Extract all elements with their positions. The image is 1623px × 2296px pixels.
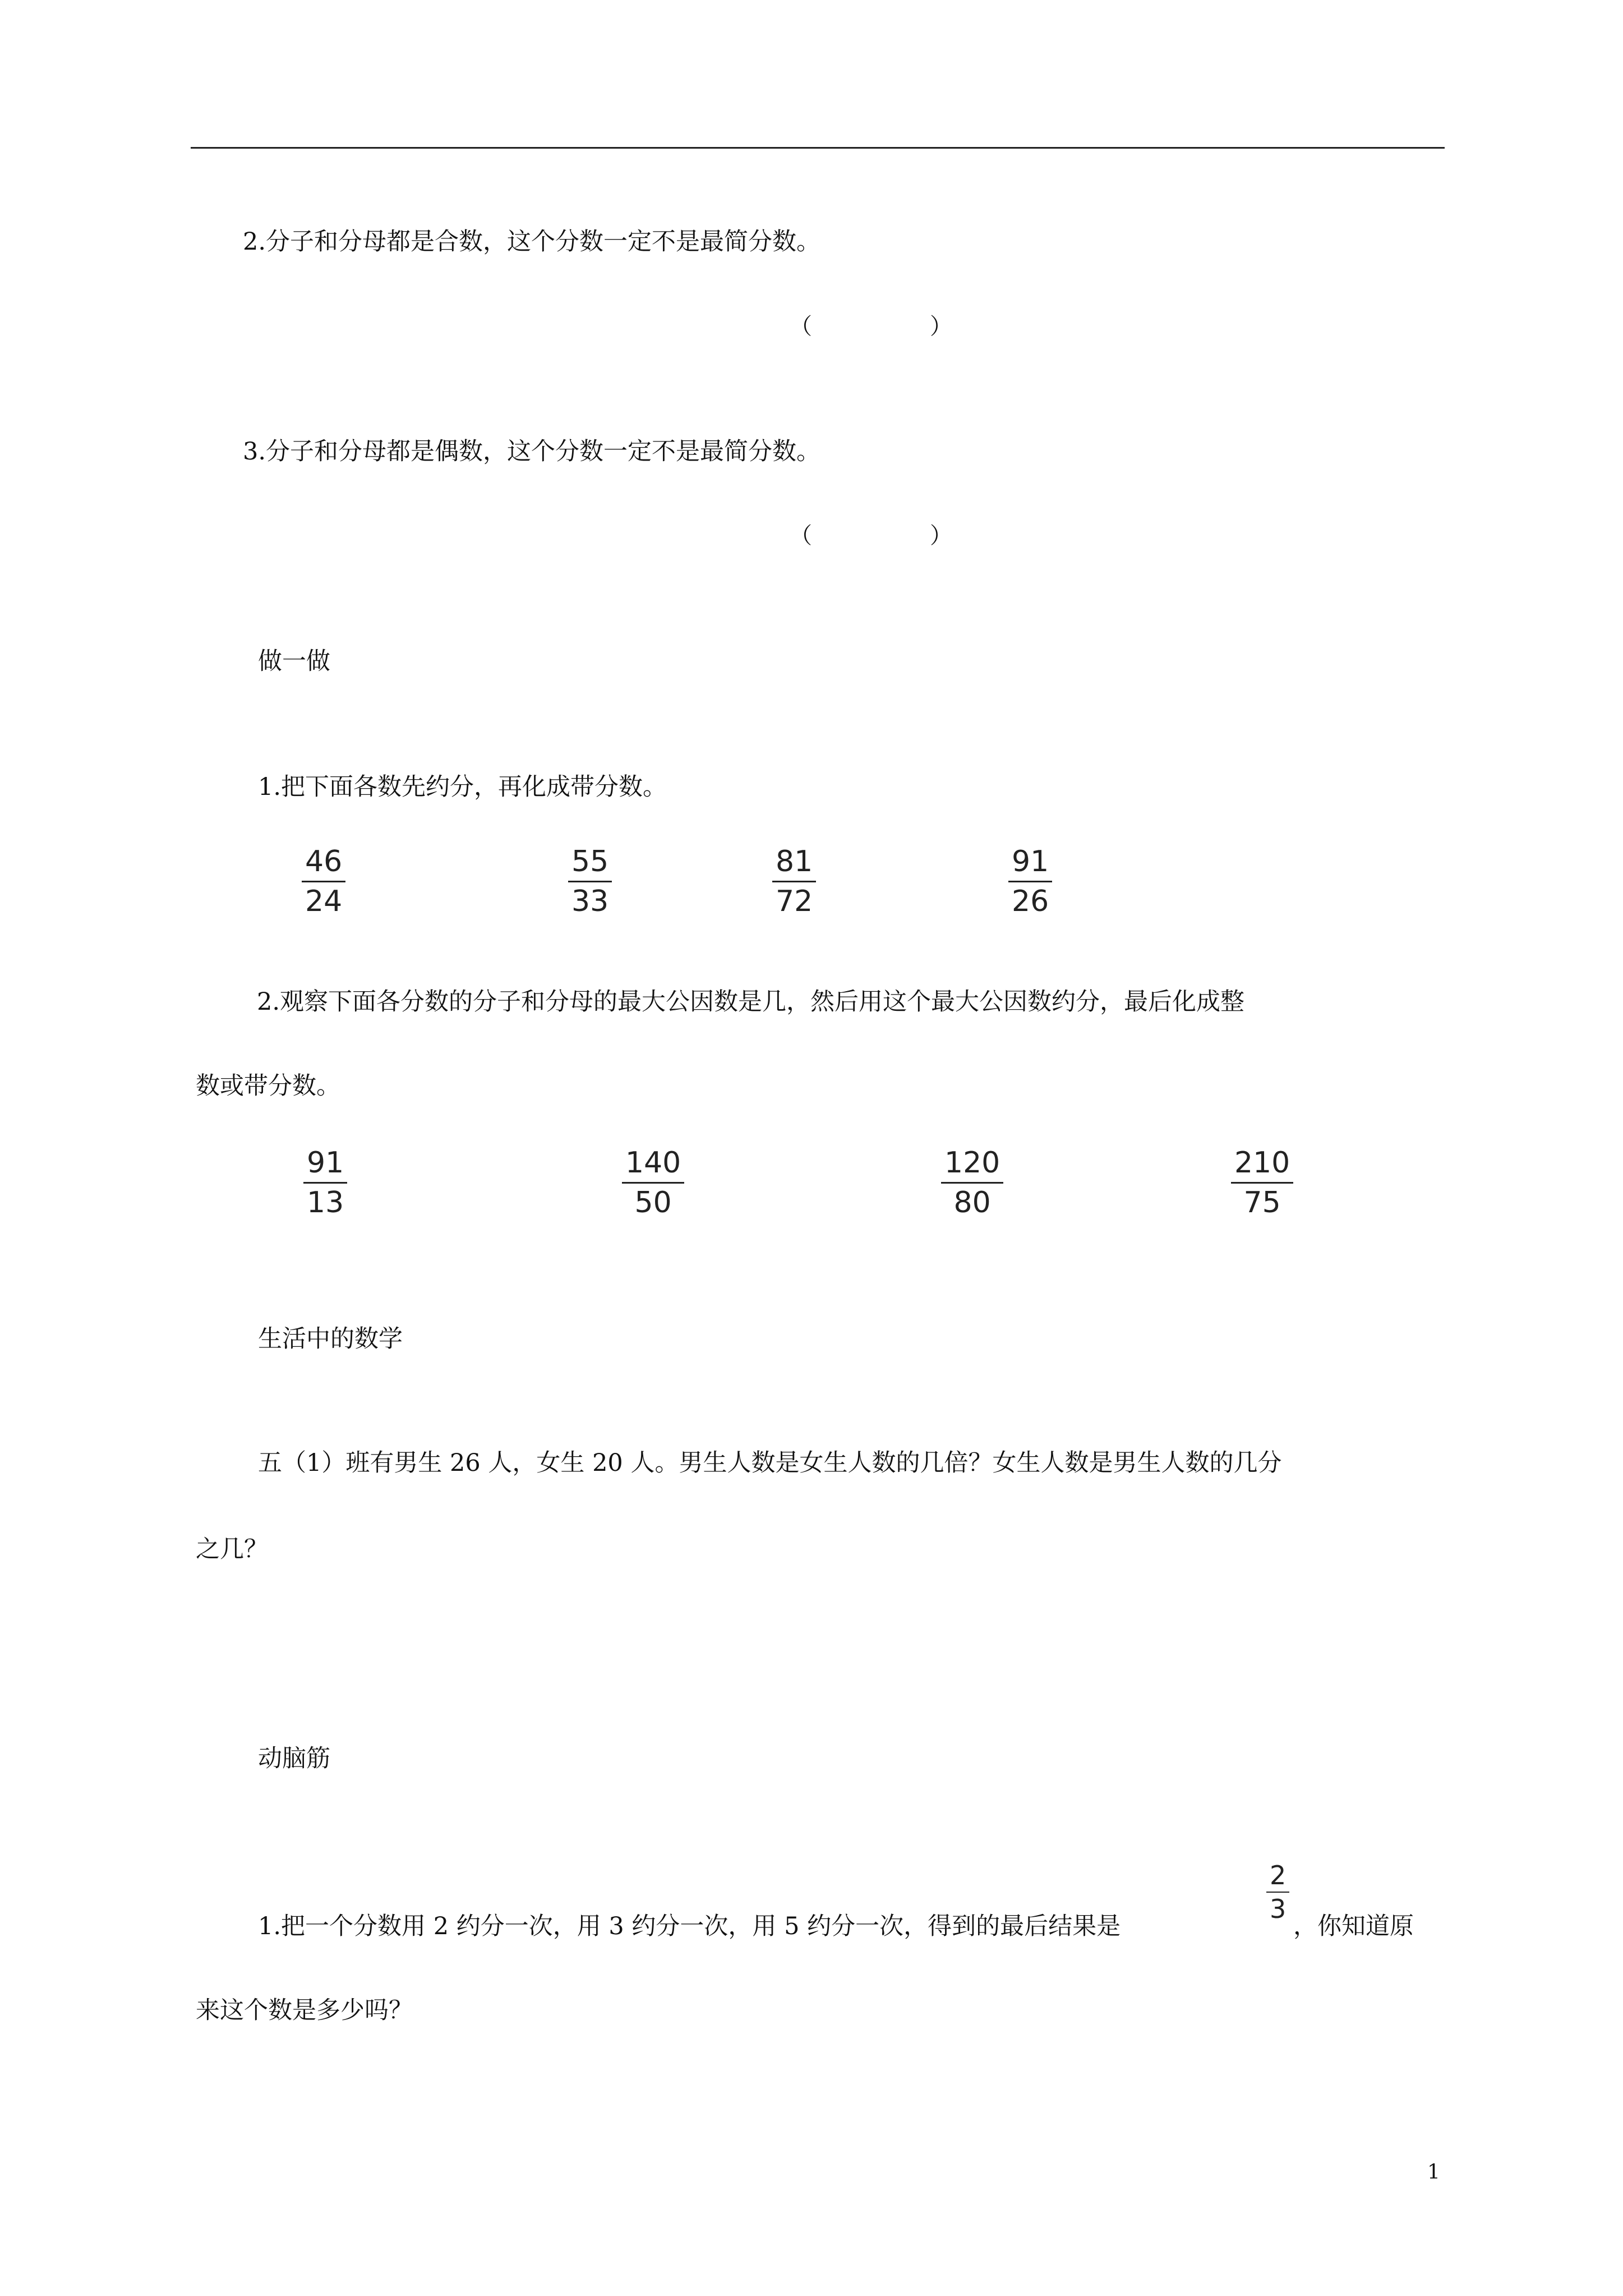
life-math-problem-line2: 之几？ — [196, 1535, 268, 1563]
numerator: 81 — [776, 845, 813, 878]
answer-blank-3 — [790, 524, 952, 547]
life-math-problem-line1: 五（1）班有男生 26 人，女生 20 人。男生人数是女生人数的几倍？女生人数是男生人数的几分 — [258, 1449, 1282, 1477]
judge-item-2: 2.分子和分母都是合数，这个分数一定不是最简分数。 — [243, 228, 821, 256]
answer-blank-open: （ — [790, 523, 812, 549]
denominator: 24 — [305, 885, 343, 918]
header-rule — [191, 147, 1445, 149]
answer-blank-open: （ — [790, 314, 812, 339]
brain-question-1-line2: 来这个数是多少吗？ — [196, 1996, 413, 2024]
denominator: 13 — [307, 1186, 344, 1220]
fraction-91-26 — [1008, 847, 1052, 916]
fraction-46-24 — [302, 847, 345, 916]
denominator: 75 — [1243, 1186, 1281, 1220]
answer-blank-close: ） — [930, 314, 952, 339]
numerator: 91 — [1012, 845, 1049, 878]
numerator: 140 — [625, 1146, 681, 1180]
numerator: 120 — [944, 1146, 1000, 1180]
answer-blank-2 — [790, 315, 952, 338]
denominator: 72 — [776, 885, 813, 918]
denominator: 33 — [571, 885, 609, 918]
numerator: 46 — [305, 845, 343, 878]
numerator: 91 — [307, 1146, 344, 1180]
fraction-120-80 — [941, 1146, 1003, 1220]
fraction-140-50 — [622, 1146, 684, 1220]
brain-question-1-tail: ，你知道原 — [1293, 1912, 1414, 1940]
answer-blank-close: ） — [930, 523, 952, 549]
denominator: 3 — [1270, 1894, 1287, 1924]
numerator: 2 — [1270, 1860, 1287, 1890]
page-number: 1 — [1427, 2161, 1440, 2184]
fraction-91-13 — [303, 1146, 347, 1220]
fraction-81-72 — [772, 847, 816, 916]
brain-question-1-text: 1.把一个分数用 2 约分一次，用 3 约分一次，用 5 约分一次，得到的最后结果是 — [258, 1912, 1121, 1940]
section-heading-brain: 动脑筋 — [258, 1745, 330, 1773]
judge-item-3: 3.分子和分母都是偶数，这个分数一定不是最简分数。 — [243, 438, 821, 466]
denominator: 26 — [1012, 885, 1049, 918]
fraction-55-33 — [568, 847, 612, 916]
fraction-210-75 — [1231, 1146, 1293, 1220]
fraction-2-3 — [1266, 1862, 1289, 1922]
practice-question-2-line1: 2.观察下面各分数的分子和分母的最大公因数是几，然后用这个最大公因数约分，最后化成整 — [257, 988, 1245, 1016]
section-heading-life-math: 生活中的数学 — [258, 1325, 403, 1353]
denominator: 80 — [953, 1186, 991, 1220]
denominator: 50 — [634, 1186, 672, 1220]
numerator: 55 — [571, 845, 609, 878]
numerator: 210 — [1234, 1146, 1290, 1180]
practice-question-1: 1.把下面各数先约分，再化成带分数。 — [258, 773, 667, 801]
section-heading-practice: 做一做 — [258, 647, 330, 675]
practice-question-2-line2: 数或带分数。 — [196, 1072, 340, 1100]
